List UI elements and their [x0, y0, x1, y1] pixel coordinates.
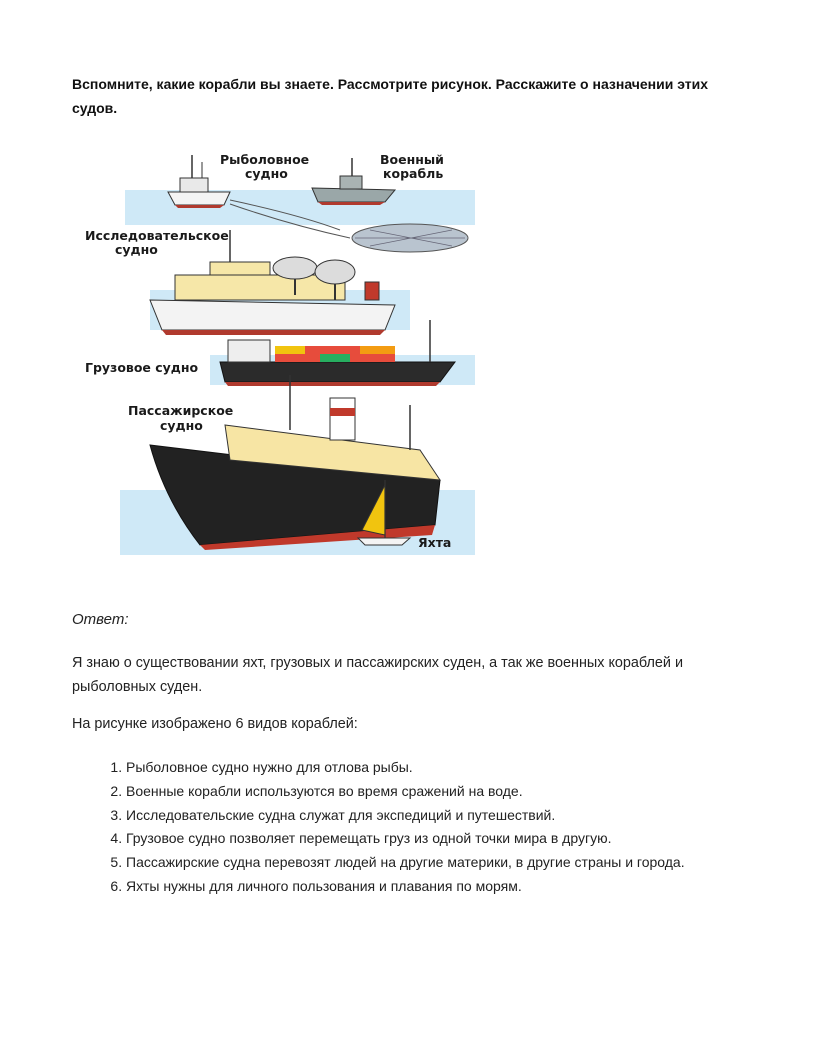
label-cargo: Грузовое судно: [85, 360, 199, 375]
passenger-liner: [150, 375, 440, 550]
list-item: 3. Исследовательские судна служат для экспедиций и путешествий.: [126, 804, 816, 828]
label-yacht: Яхта: [418, 535, 452, 550]
ships-illustration-svg: [80, 150, 480, 560]
answer-paragraph-1: Я знаю о существовании яхт, грузовых и пассажирских суден, а так же военных кораблей и рыболовных суден.: [72, 655, 684, 695]
label-military-2: корабль: [383, 166, 444, 181]
list-item: 6. Яхты нужны для личного пользования и плавания по морям.: [126, 875, 816, 899]
answer-label: Ответ:: [72, 611, 129, 628]
list-item: 4. Грузовое судно позволяет перемещать груз из одной точки мира в другую.: [126, 827, 816, 851]
label-passenger-2: судно: [160, 418, 203, 433]
label-research-2: судно: [115, 242, 158, 257]
question-text: Вспомните, какие корабли вы знаете. Рассмотрите рисунок. Расскажите о назначении этих судов.: [72, 76, 709, 116]
list-item: 2. Военные корабли используются во время сражений на воде.: [126, 780, 816, 804]
ships-illustration: [80, 150, 480, 560]
research-vessel: [150, 230, 395, 335]
answer-paragraph-2: На рисунке изображено 6 видов кораблей:: [72, 716, 358, 732]
label-fishing-2: судно: [245, 166, 288, 181]
ship-types-list: [72, 756, 816, 899]
label-fishing-1: Рыболовное: [220, 152, 310, 167]
list-item: 1. Рыболовное судно нужно для отлова рыбы.: [126, 756, 816, 780]
label-military-1: Военный: [380, 152, 444, 167]
label-research-1: Исследовательское: [85, 228, 229, 243]
list-item: 5. Пассажирские судна перевозят людей на другие материки, в другие страны и города.: [126, 851, 816, 875]
label-passenger-1: Пассажирское: [128, 403, 234, 418]
